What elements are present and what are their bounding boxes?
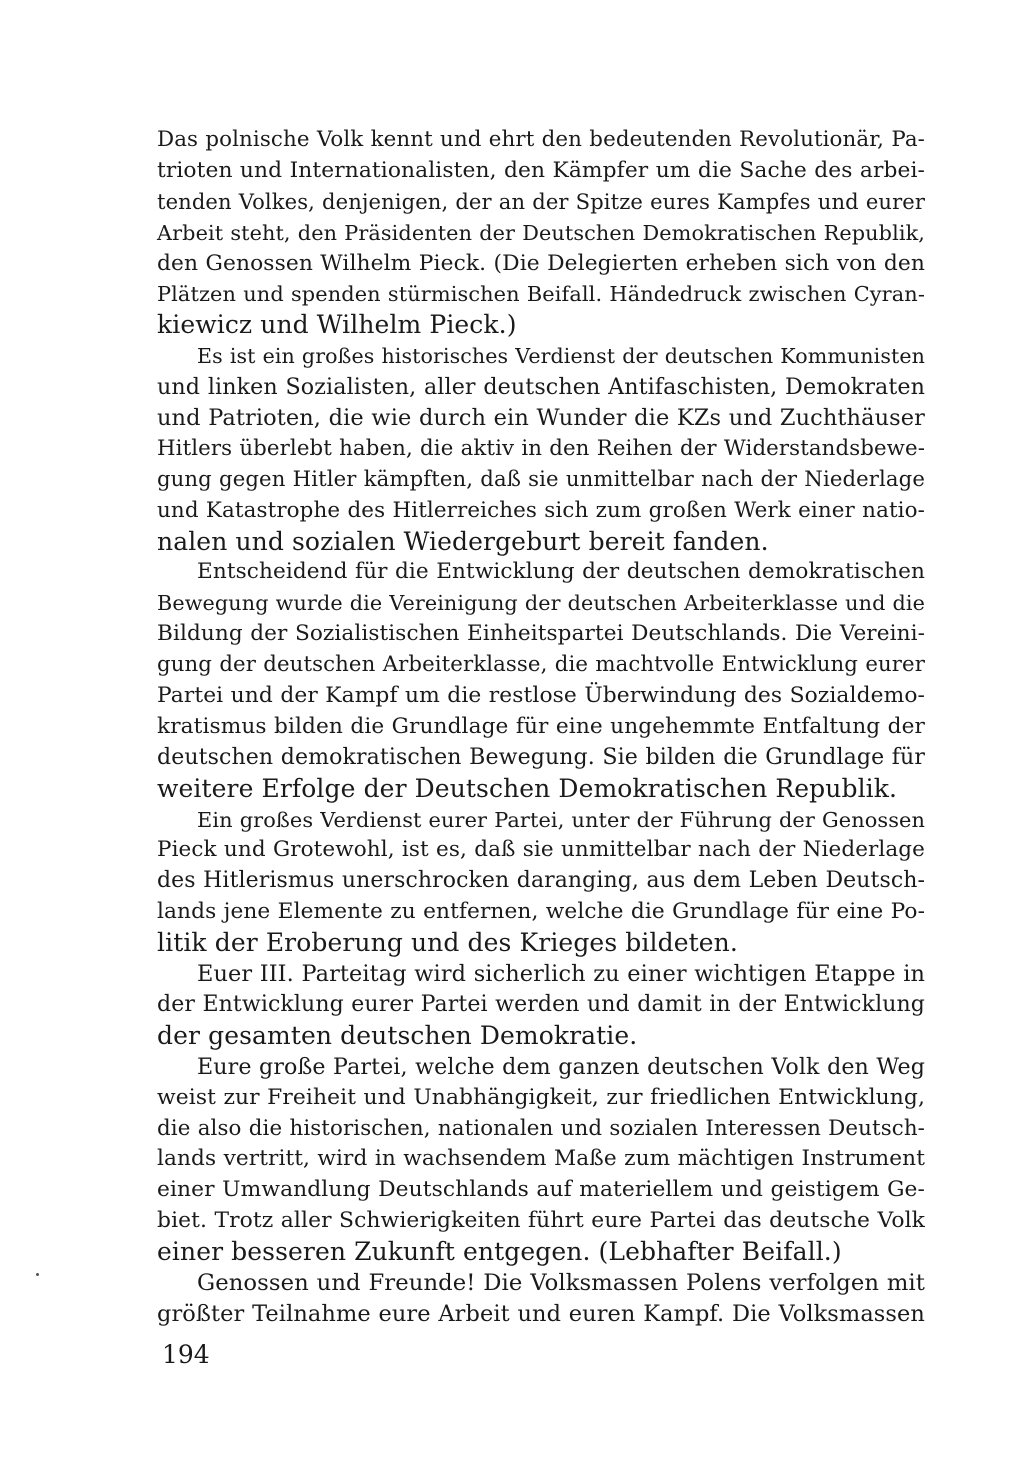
text-line: größter Teilnahme eure Arbeit und euren Kampf. Die Volksmassen: [157, 1300, 925, 1327]
text-line: gung gegen Hitler kämpften, daß sie unmittelbar nach der Niederlage: [157, 466, 925, 492]
text-line: Entscheidend für die Entwicklung der deutschen demokratischen: [197, 559, 925, 585]
text-line: der gesamten deutschen Demokratie.: [157, 1020, 638, 1050]
text-line: gung der deutschen Arbeiterklasse, die machtvolle Entwicklung eurer: [157, 652, 925, 678]
text-line: kiewicz und Wilhelm Pieck.): [157, 310, 517, 340]
text-line: und linken Sozialisten, aller deutschen Antifaschisten, Demokraten: [157, 374, 925, 401]
text-line: kratismus bilden die Grundlage für eine ungehemmte Entfaltung der: [157, 713, 925, 739]
text-line: weist zur Freiheit und Unabhängigkeit, zur friedlichen Entwicklung,: [157, 1084, 925, 1110]
text-line: Partei und der Kampf um die restlose Überwindung des Sozialdemo-: [157, 683, 925, 709]
paragraph: [157, 341, 925, 557]
paragraph: [157, 557, 925, 804]
text-line: lands jene Elemente zu entfernen, welche die Grundlage für eine Po-: [157, 899, 925, 925]
text-line: einer besseren Zukunft entgegen. (Lebhafter Beifall.): [157, 1237, 842, 1267]
text-line: den Genossen Wilhelm Pieck. (Die Delegierten erheben sich von den: [157, 250, 925, 276]
text-line: lands vertritt, wird in wachsendem Maße zum mächtigen Instrument: [157, 1146, 925, 1172]
paragraph: [157, 125, 925, 341]
text-line: Genossen und Freunde! Die Volksmassen Polens verfolgen mit: [197, 1269, 925, 1296]
text-line: die also die historischen, nationalen und sozialen Interessen Deutsch-: [157, 1115, 925, 1141]
text-line: trioten und Internationalisten, den Kämpfer um die Sache des arbei-: [157, 157, 925, 183]
text-line: Bildung der Sozialistischen Einheitspartei Deutschlands. Die Vereini-: [157, 621, 925, 647]
paragraph: [157, 1268, 925, 1330]
text-line: und Patrioten, die wie durch ein Wunder die KZs und Zuchthäuser: [157, 405, 925, 432]
text-line: Ein großes Verdienst eurer Partei, unter der Führung der Genossen: [197, 807, 925, 832]
text-line: nalen und sozialen Wiedergeburt bereit fanden.: [157, 526, 769, 556]
text-line: Plätzen und spenden stürmischen Beifall. Händedruck zwischen Cyran-: [157, 282, 925, 307]
text-line: tenden Volkes, denjenigen, der an der Spitze eures Kampfes und eurer: [157, 188, 925, 214]
text-line: Es ist ein großes historisches Verdienst der deutschen Kommunisten: [197, 344, 925, 369]
margin-dot: [36, 1273, 39, 1276]
text-line: Arbeit steht, den Präsidenten der Deutschen Demokratischen Republik,: [157, 220, 925, 245]
text-line: der Entwicklung eurer Partei werden und damit in der Entwicklung: [157, 991, 925, 1017]
text-line: und Katastrophe des Hitlerreiches sich zum großen Werk einer natio-: [157, 497, 925, 523]
text-line: Pieck und Grotewohl, ist es, daß sie unmittelbar nach der Niederlage: [157, 837, 925, 863]
text-line: Bewegung wurde die Vereinigung der deutschen Arbeiterklasse und die: [157, 591, 925, 616]
page-number: 194: [162, 1340, 210, 1369]
paragraph: [157, 805, 925, 959]
body-text: [157, 125, 925, 1330]
paragraph: [157, 959, 925, 1052]
text-line: Hitlers überlebt haben, die aktiv in den Reihen der Widerstandsbewe-: [157, 435, 925, 461]
paragraph: [157, 1052, 925, 1268]
text-line: litik der Eroberung und des Krieges bildeten.: [157, 928, 738, 958]
text-line: Eure große Partei, welche dem ganzen deutschen Volk den Weg: [197, 1053, 925, 1080]
text-line: biet. Trotz aller Schwierigkeiten führt eure Partei das deutsche Volk: [157, 1208, 925, 1234]
text-line: deutschen demokratischen Bewegung. Sie bilden die Grundlage für: [157, 744, 925, 770]
text-line: Euer III. Parteitag wird sicherlich zu einer wichtigen Etappe in: [197, 961, 925, 988]
text-line: des Hitlerismus unerschrocken daranging, aus dem Leben Deutsch-: [157, 868, 925, 894]
text-line: Das polnische Volk kennt und ehrt den bedeutenden Revolutionär, Pa-: [157, 127, 925, 152]
text-line: einer Umwandlung Deutschlands auf materiellem und geistigem Ge-: [157, 1177, 925, 1203]
text-line: weitere Erfolge der Deutschen Demokratischen Republik.: [157, 773, 898, 803]
